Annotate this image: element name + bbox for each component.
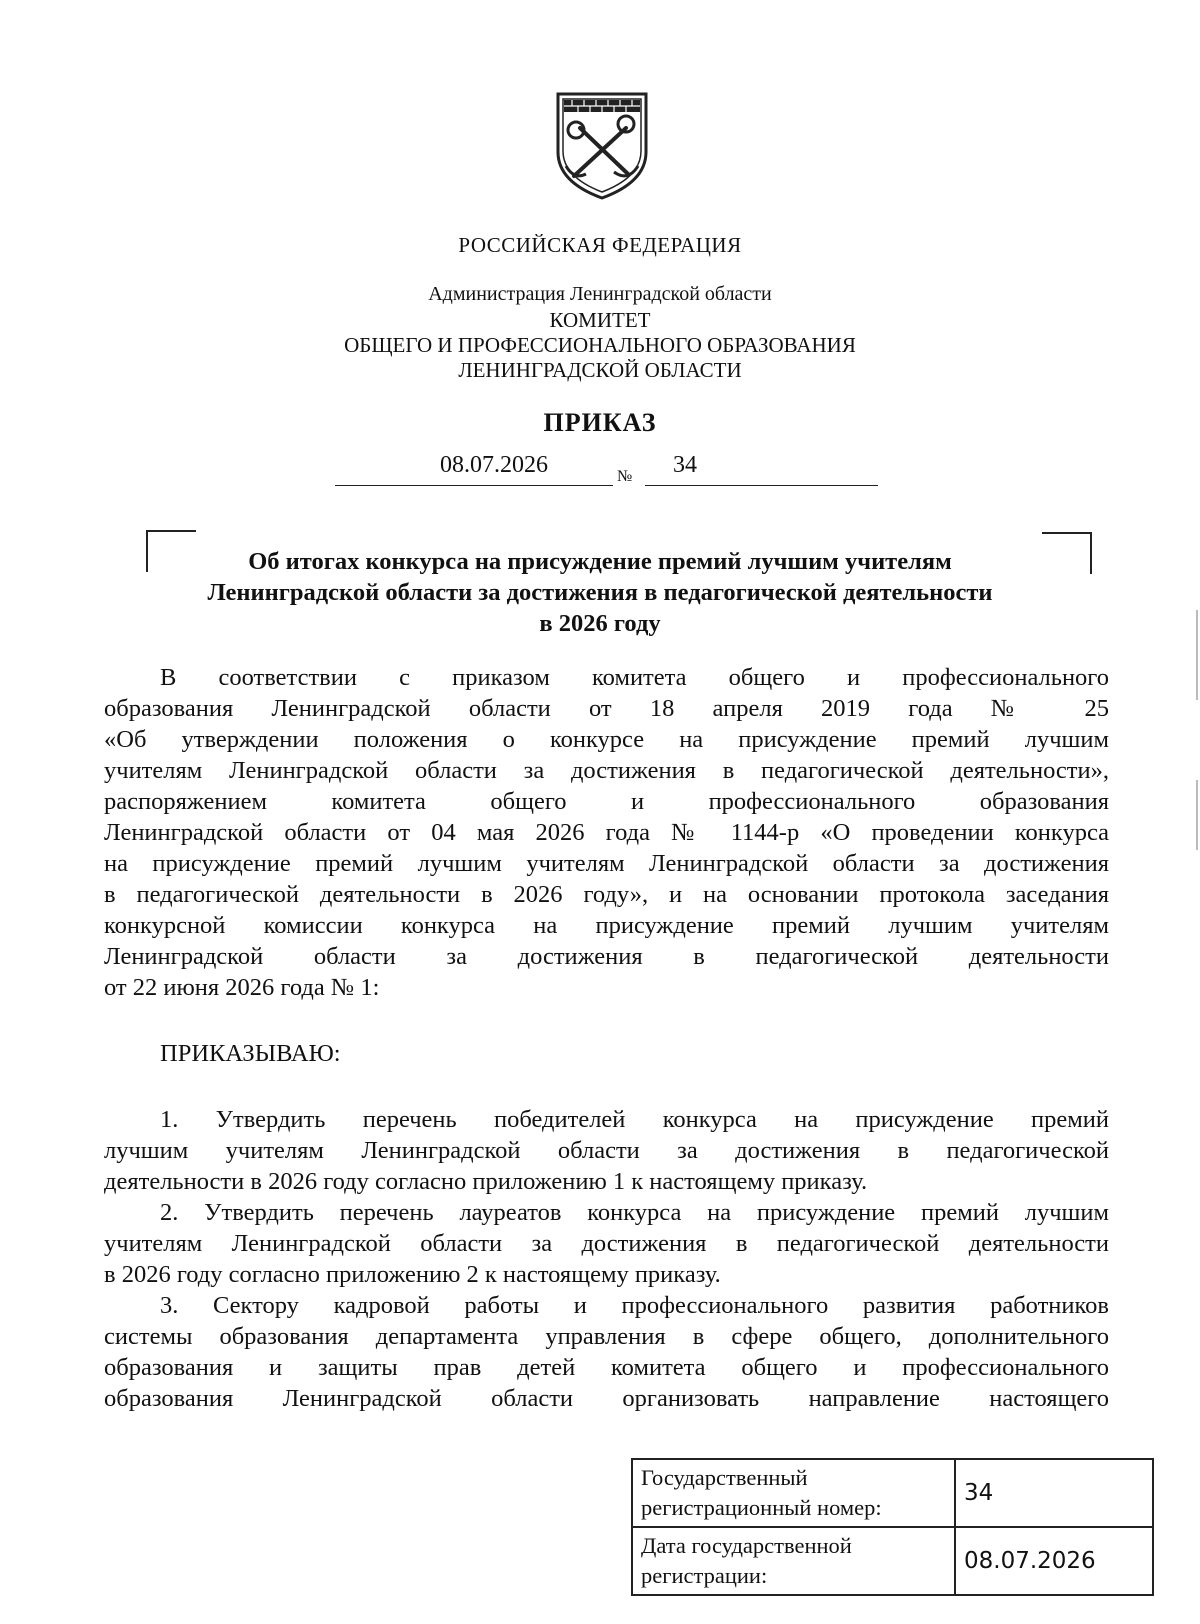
committee-line-2: ОБЩЕГО И ПРОФЕССИОНАЛЬНОГО ОБРАЗОВАНИЯ <box>344 333 856 357</box>
text-line: в педагогической деятельности в 2026 году», и на основании протокола заседания <box>104 881 1109 908</box>
order-item-1 <box>104 1104 1109 1197</box>
text-line: на присуждение премий лучшим учителям Ленинградской области за достижения <box>104 850 1109 877</box>
registration-date-label: Дата государственной регистрации: <box>632 1527 955 1595</box>
committee-line-1: КОМИТЕТ <box>549 308 651 332</box>
subject-line: Об итогах конкурса на присуждение премий лучшим учителям <box>248 548 952 575</box>
text-line: 2. Утвердить перечень лауреатов конкурса на присуждение премий лучшим <box>160 1199 1109 1226</box>
text-line: лучшим учителям Ленинградской области за достижения в педагогической <box>104 1137 1109 1164</box>
registration-number-value: 34 <box>955 1459 1153 1527</box>
text-line: образования Ленинградской области от 18 апреля 2019 года № 25 <box>104 695 1109 722</box>
registration-number-label: Государственный регистрационный номер: <box>632 1459 955 1527</box>
text-line: 3. Сектору кадровой работы и профессионального развития работников <box>160 1292 1109 1319</box>
text-line: учителям Ленинградской области за достижения в педагогической деятельности <box>104 1230 1109 1257</box>
registration-date-value: 08.07.2026 <box>955 1527 1153 1595</box>
text-line: системы образования департамента управления в сфере общего, дополнительного <box>104 1323 1109 1350</box>
text-line: распоряжением комитета общего и профессионального образования <box>104 788 1109 815</box>
number-sign: № <box>617 468 633 485</box>
text-line: образования и защиты прав детей комитета общего и профессионального <box>104 1354 1109 1381</box>
order-directive: ПРИКАЗЫВАЮ: <box>160 1040 341 1067</box>
order-item-2 <box>104 1197 1109 1290</box>
country-name: РОССИЙСКАЯ ФЕДЕРАЦИЯ <box>458 233 742 257</box>
committee-line-3: ЛЕНИНГРАДСКОЙ ОБЛАСТИ <box>458 358 742 382</box>
text-line: «Об утверждении положения о конкурсе на присуждение премий лучшим <box>104 726 1109 753</box>
order-number: 34 <box>673 452 697 478</box>
text-line: от 22 июня 2026 года № 1: <box>104 974 380 1001</box>
registration-stamp <box>631 1458 1154 1596</box>
text-line: учителям Ленинградской области за достижения в педагогической деятельности», <box>104 757 1109 784</box>
document-title: ПРИКАЗ <box>543 408 657 437</box>
preamble-paragraph <box>104 662 1109 1003</box>
order-date: 08.07.2026 <box>440 452 548 478</box>
text-line: деятельности в 2026 году согласно приложению 1 к настоящему приказу. <box>104 1168 868 1195</box>
administration-name: Администрация Ленинградской области <box>428 283 772 305</box>
text-line: 1. Утвердить перечень победителей конкурса на присуждение премий <box>160 1106 1109 1133</box>
subject-line: в 2026 году <box>539 610 661 637</box>
coat-of-arms-icon <box>552 90 652 202</box>
order-item-3 <box>104 1290 1109 1414</box>
number-underline <box>645 485 878 486</box>
scan-mark <box>1196 610 1198 700</box>
text-line: Ленинградской области от 04 мая 2026 года № 1144-р «О проведении конкурса <box>104 819 1109 846</box>
scan-mark <box>1196 780 1198 850</box>
subject-line: Ленинградской области за достижения в педагогической деятельности <box>207 579 993 606</box>
text-line: конкурсной комиссии конкурса на присуждение премий лучшим учителям <box>104 912 1109 939</box>
text-line: Ленинградской области за достижения в педагогической деятельности <box>104 943 1109 970</box>
order-date-number <box>0 448 1200 492</box>
order-subject <box>150 546 1050 639</box>
date-underline <box>335 485 613 486</box>
text-line: в 2026 году согласно приложению 2 к настоящему приказу. <box>104 1261 721 1288</box>
text-line: В соответствии с приказом комитета общего и профессионального <box>160 664 1109 691</box>
text-line: образования Ленинградской области организовать направление настоящего <box>104 1385 1109 1412</box>
